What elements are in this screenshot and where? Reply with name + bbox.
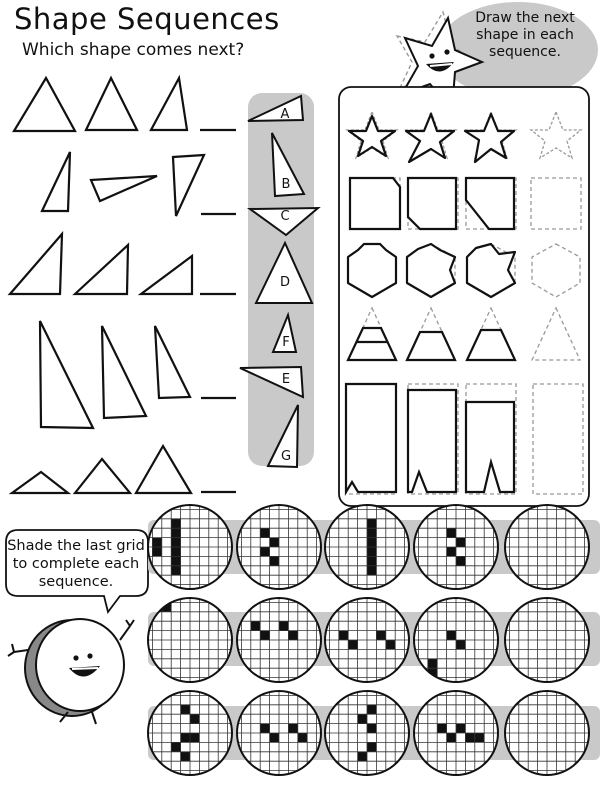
- triangle: [155, 326, 190, 398]
- shaded-cell: [270, 538, 279, 547]
- choice-b-label: B: [281, 177, 291, 192]
- shaded-cell: [367, 724, 376, 733]
- shaded-cell: [270, 556, 279, 565]
- triangle: [10, 234, 62, 294]
- shaded-cell: [456, 724, 465, 733]
- shaded-cell: [367, 519, 376, 528]
- shaded-cell: [152, 547, 161, 556]
- shade-instruction: Shade the last grid to complete each sequence.: [7, 538, 145, 590]
- shaded-cell: [386, 640, 395, 649]
- choice-e-label: E: [281, 372, 291, 387]
- shaded-cell: [190, 714, 199, 723]
- page-subtitle: Which shape comes next?: [22, 40, 245, 60]
- shaded-cell: [437, 724, 446, 733]
- shaded-cell: [456, 640, 465, 649]
- shaded-cell: [298, 733, 307, 742]
- page-title: Shape Sequences: [14, 2, 280, 36]
- shaded-cell: [367, 742, 376, 751]
- shaded-cell: [181, 752, 190, 761]
- shaded-cell: [171, 742, 180, 751]
- choice-a-label: A: [280, 107, 290, 122]
- shaded-cell: [358, 752, 367, 761]
- shaded-cell: [367, 538, 376, 547]
- shaded-cell: [456, 556, 465, 565]
- shaded-cell: [171, 538, 180, 547]
- triangle: [173, 155, 204, 216]
- shaded-cell: [260, 724, 269, 733]
- triangle: [136, 446, 191, 493]
- choice-f-label: F: [282, 335, 290, 350]
- triangle: [91, 176, 157, 201]
- shaded-cell: [251, 621, 260, 630]
- shaded-cell: [270, 733, 279, 742]
- shaded-cell: [288, 724, 297, 733]
- shaded-cell: [367, 556, 376, 565]
- shaded-cell: [171, 519, 180, 528]
- triangle: [102, 326, 146, 418]
- shaded-cell: [260, 528, 269, 537]
- shaded-cell: [367, 566, 376, 575]
- shaded-cell: [171, 566, 180, 575]
- shaded-cell: [348, 640, 357, 649]
- choice-g-label: G: [280, 449, 292, 464]
- shaded-cell: [171, 528, 180, 537]
- shaded-cell: [447, 631, 456, 640]
- shaded-cell: [447, 733, 456, 742]
- circle-character-icon: [8, 619, 134, 724]
- shaded-cell: [447, 547, 456, 556]
- shaded-cell: [339, 631, 348, 640]
- shaded-cell: [475, 733, 484, 742]
- shaded-cell: [181, 705, 190, 714]
- shaded-cell: [288, 631, 297, 640]
- shaded-cell: [152, 538, 161, 547]
- shaded-cell: [465, 733, 474, 742]
- shaded-cell: [171, 547, 180, 556]
- shaded-cell: [367, 547, 376, 556]
- choice-d-label: D: [279, 275, 291, 290]
- triangle: [40, 321, 93, 428]
- shaded-cell: [171, 556, 180, 565]
- triangle: [141, 256, 192, 294]
- shaded-cell: [456, 538, 465, 547]
- grid-sequences: [148, 505, 589, 775]
- shaded-cell: [181, 733, 190, 742]
- triangle: [75, 459, 130, 493]
- choice-c-label: C: [280, 209, 290, 224]
- triangle: [42, 152, 70, 211]
- shaded-cell: [279, 621, 288, 630]
- shaded-cell: [367, 705, 376, 714]
- triangle: [86, 78, 137, 130]
- shaded-cell: [190, 733, 199, 742]
- shaded-cell: [367, 528, 376, 537]
- shaded-cell: [358, 714, 367, 723]
- triangle: [75, 245, 128, 294]
- draw-instruction: Draw the next shape in each sequence.: [475, 10, 575, 60]
- shaded-cell: [447, 528, 456, 537]
- shaded-cell: [376, 631, 385, 640]
- shaded-cell: [260, 547, 269, 556]
- triangle: [12, 472, 68, 493]
- shaded-cell: [260, 631, 269, 640]
- shaded-cell: [428, 659, 437, 668]
- triangle: [14, 78, 75, 131]
- triangle: [151, 78, 187, 130]
